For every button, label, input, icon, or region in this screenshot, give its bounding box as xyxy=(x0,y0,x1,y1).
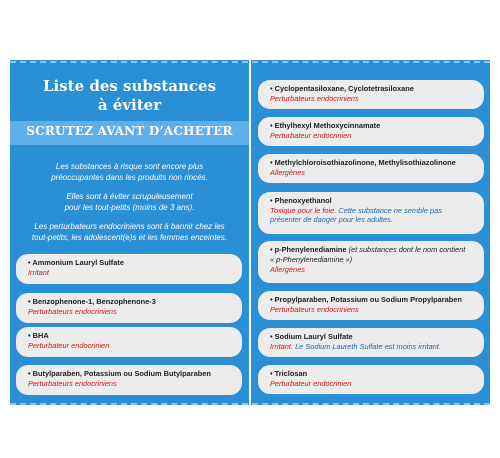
substance-name: • Triclosan xyxy=(270,369,308,378)
substance-card xyxy=(258,241,484,283)
intro-line: pour les tout-petits (moins de 3 ans). xyxy=(64,203,195,212)
intro-line: préoccupantes dans les produits non rincés. xyxy=(51,173,208,182)
substance-card xyxy=(16,365,242,395)
substance-card xyxy=(258,117,484,146)
substance-card xyxy=(258,291,484,320)
substance-card xyxy=(16,254,242,284)
substance-name: • Propylparaben, Potassium ou Sodium Propylparaben xyxy=(270,295,462,304)
substance-note: Irritant xyxy=(28,268,49,277)
subtitle: SCRUTEZ AVANT D’ACHETER xyxy=(26,124,233,138)
substance-name: • Butylparaben, Potassium ou Sodium Butylparaben xyxy=(28,369,211,378)
substance-note: Allergènes xyxy=(270,265,305,274)
substance-name: • Cyclopentasiloxane, Cyclotetrasiloxane xyxy=(270,84,414,93)
note-warning: Toxique pour le foie. xyxy=(270,206,337,215)
substance-card xyxy=(16,327,242,357)
substance-note xyxy=(270,342,474,351)
note-info: Cette substance ne semble pas xyxy=(338,206,442,215)
substance-note: Perturbateur endocrinien xyxy=(270,131,352,140)
note-warning: Irritant. xyxy=(270,342,293,351)
intro-line: Elles sont à éviter scrupuleusement xyxy=(66,192,193,201)
substance-card xyxy=(16,293,242,323)
substance-note: Allergènes xyxy=(270,168,305,177)
substance-card xyxy=(258,328,484,357)
substance-note-cont xyxy=(270,215,474,224)
top-dashed-edge xyxy=(10,61,490,63)
substance-name-extra: (et substances dont le nom contient xyxy=(348,245,466,254)
note-info: présenter de danger pour les adultes. xyxy=(270,215,393,224)
substance-note: Perturbateurs endocriniens xyxy=(270,94,359,103)
substance-note: Perturbateur endocrinien xyxy=(270,379,352,388)
substance-name: • Ammonium Lauryl Sulfate xyxy=(28,258,124,267)
substance-card xyxy=(258,192,484,234)
substance-note: Perturbateur endocrinien xyxy=(28,341,110,350)
substance-name-main: • p-Phenylenediamine xyxy=(270,245,347,254)
substance-name: • Phenoxyethanol xyxy=(270,196,332,205)
substance-name: • BHA xyxy=(28,331,49,340)
substance-card xyxy=(258,365,484,394)
substance-card xyxy=(258,154,484,183)
substance-note: Perturbateurs endocriniens xyxy=(28,307,117,316)
intro-line: tout-petits, les adolescent(e)s et les femmes enceintes. xyxy=(31,233,228,242)
substance-note: Perturbateurs endocriniens xyxy=(270,305,359,314)
substance-name: • Benzophenone-1, Benzophenone-3 xyxy=(28,297,156,306)
page-title-line2: à éviter xyxy=(97,96,162,114)
intro-line: Les substances à risque sont encore plus xyxy=(55,162,204,171)
substance-name: • Ethylhexyl Methoxycinnamate xyxy=(270,121,381,130)
substance-note: Perturbateurs endocriniens xyxy=(28,379,117,388)
page-title-line1: Liste des substances xyxy=(42,77,217,95)
substance-name-extra: « p-Phenylenediamine ») xyxy=(270,255,353,264)
note-info: Le Sodium Laureth Sulfate est moins irritant. xyxy=(295,342,441,351)
intro-line: Les perturbateurs endocriniens sont à bannir chez les xyxy=(34,222,225,231)
substance-note xyxy=(270,206,474,215)
substance-name: • Methylchloroisothiazolinone, Methylisothiazolinone xyxy=(270,158,456,167)
substance-name xyxy=(270,245,474,255)
substance-name: • Sodium Lauryl Sulfate xyxy=(270,332,353,341)
substance-name-cont xyxy=(270,255,474,265)
bottom-dashed-edge xyxy=(10,403,490,405)
substance-card xyxy=(258,80,484,109)
